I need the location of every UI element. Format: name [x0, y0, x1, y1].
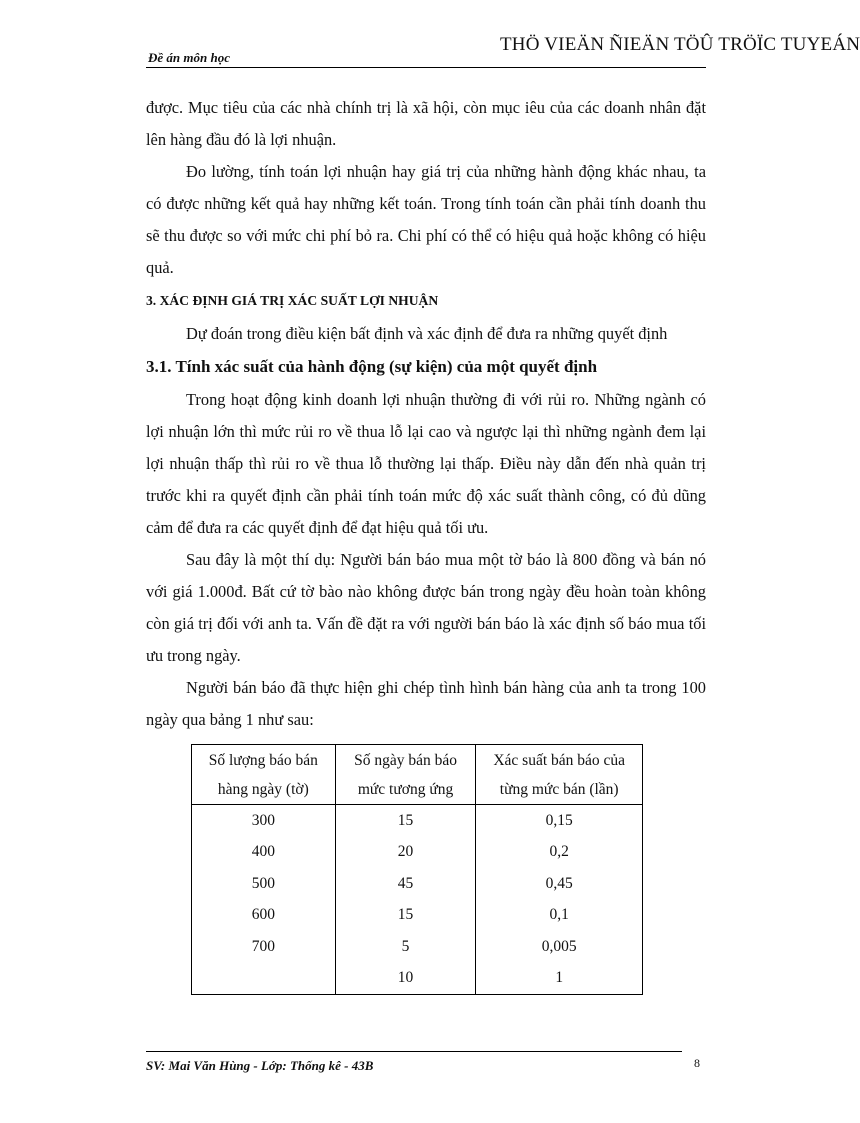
table-row	[192, 805, 643, 837]
header-library-title: THÖ VIEÄN ÑIEÄN TÖÛ TRÖÏC TUYEÁN	[500, 34, 860, 55]
cell-quantity	[192, 963, 336, 995]
cell-quantity: 500	[192, 868, 336, 900]
table-row	[192, 900, 643, 932]
table-row-total	[192, 963, 643, 995]
cell-days: 15	[335, 805, 476, 837]
cell-days: 45	[335, 868, 476, 900]
cell-probability: 0,45	[476, 868, 643, 900]
sales-probability-table	[191, 744, 643, 995]
footer-author: SV: Mai Văn Hùng - Lớp: Thống kê - 43B	[146, 1058, 374, 1073]
paragraph-continuation: được. Mục tiêu của các nhà chính trị là xã hội, còn mục iêu của các doanh nhân đặt lên hàng đầu đó là lợi nhuận.	[146, 98, 706, 149]
column-header-days: Số ngày bán báo mức tương ứng	[335, 745, 476, 805]
cell-probability: 0,1	[476, 900, 643, 932]
column-header-quantity: Số lượng báo bán hàng ngày (tờ)	[192, 745, 336, 805]
cell-quantity: 300	[192, 805, 336, 837]
table-header-row	[192, 745, 643, 805]
footer-rule	[146, 1051, 682, 1052]
cell-days: 20	[335, 837, 476, 869]
table-row	[192, 931, 643, 963]
table-row	[192, 837, 643, 869]
paragraph-example: Sau đây là một thí dụ: Người bán báo mua một tờ báo là 800 đồng và bán nó với giá 1.000đ. Bất cứ tờ bào nào không được bán trong ngày đều hoàn toàn không còn giá trị đối với anh ta. Vấn đề đặt ra với người bán báo là xác định số báo mua tối ưu trong ngày.	[146, 550, 706, 665]
cell-days: 10	[335, 963, 476, 995]
document-body	[146, 92, 706, 736]
paragraph-measurement: Đo lường, tính toán lợi nhuận hay giá trị của những hành động khác nhau, ta có được những kết quả hay những kết toán. Trong tính toán cần phải tính doanh thu sẽ thu được so với mức chi phí bỏ ra. Chi phí có thể có hiệu quả hoặc không có hiệu quả.	[146, 162, 706, 277]
paragraph-forecast: Dự đoán trong điều kiện bất định và xác định để đưa ra những quyết định	[186, 324, 668, 343]
paragraph-risk: Trong hoạt động kinh doanh lợi nhuận thường đi với rủi ro. Những ngành có lợi nhuận lớn thì mức rủi ro về thua lỗ lại cao và ngược lại thì những ngành đem lại lợi nhuận thấp thì rủi ro về thua lỗ thường lại thấp. Điều này dẫn đến nhà quản trị trước khi ra quyết định cần phải tính toán mức độ xác suất thành công, có đủ dũng cảm để đưa ra các quyết định để đạt hiệu quả tối ưu.	[146, 390, 706, 537]
cell-quantity: 700	[192, 931, 336, 963]
column-header-probability: Xác suất bán báo của từng mức bán (lần)	[476, 745, 643, 805]
header-rule	[146, 67, 706, 68]
cell-days: 5	[335, 931, 476, 963]
cell-days: 15	[335, 900, 476, 932]
cell-quantity: 600	[192, 900, 336, 932]
cell-probability: 0,15	[476, 805, 643, 837]
page-number: 8	[694, 1056, 700, 1070]
cell-probability: 1	[476, 963, 643, 995]
paragraph-table-intro: Người bán báo đã thực hiện ghi chép tình hình bán hàng của anh ta trong 100 ngày qua bảng 1 như sau:	[146, 678, 706, 729]
section-heading-3-1: 3.1. Tính xác suất của hành động (sự kiện) của một quyết định	[146, 357, 598, 376]
table-row	[192, 868, 643, 900]
cell-quantity: 400	[192, 837, 336, 869]
cell-probability: 0,005	[476, 931, 643, 963]
section-heading-3: 3. XÁC ĐỊNH GIÁ TRỊ XÁC SUẤT LỢI NHUẬN	[146, 293, 439, 308]
cell-probability: 0,2	[476, 837, 643, 869]
header-course-label: Đề án môn học	[148, 50, 230, 65]
